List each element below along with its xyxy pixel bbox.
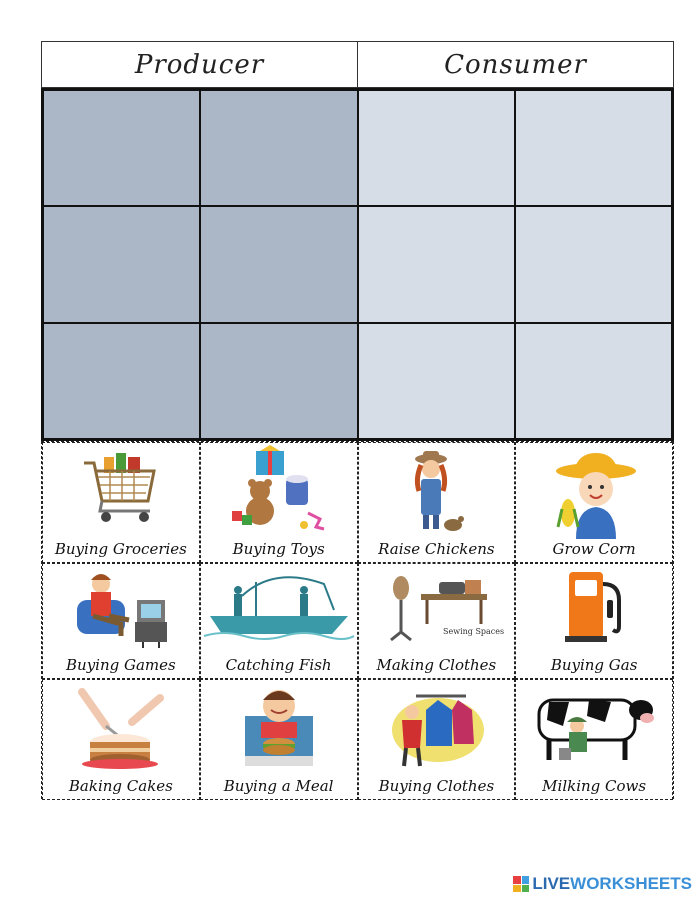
toys-icon — [224, 449, 334, 533]
card-label: Baking Cakes — [68, 777, 173, 795]
farmer-girl-icon — [401, 449, 471, 539]
card-label: Milking Cows — [542, 777, 647, 795]
card-buying-toys[interactable] — [200, 442, 358, 563]
gas-pump-icon — [559, 570, 629, 644]
cow-icon — [529, 686, 659, 770]
card-buying-clothes[interactable] — [358, 679, 516, 800]
producer-drop-zone[interactable] — [200, 206, 357, 322]
consumer-drop-zone[interactable] — [358, 206, 515, 322]
farmer-boy-corn-icon — [548, 449, 640, 539]
drop-grid — [41, 88, 674, 441]
card-label: Buying Gas — [550, 656, 638, 674]
consumer-drop-zone[interactable] — [358, 323, 515, 439]
consumer-header: Consumer — [357, 42, 673, 87]
consumer-drop-zone[interactable] — [515, 90, 672, 206]
sewing-icon — [381, 570, 505, 652]
producer-drop-zone[interactable] — [200, 90, 357, 206]
card-buying-gas[interactable] — [515, 563, 673, 679]
producer-header: Producer — [134, 49, 265, 80]
card-bank — [41, 441, 674, 799]
producer-drop-zone[interactable] — [200, 323, 357, 439]
producer-drop-zone[interactable] — [43, 323, 200, 439]
card-milking-cows[interactable] — [515, 679, 673, 800]
card-label: Buying Games — [66, 656, 176, 674]
consumer-drop-zone[interactable] — [515, 206, 672, 322]
sewing-sign: Sewing Spaces — [443, 627, 505, 636]
card-label: Catching Fish — [225, 656, 332, 674]
card-label: Buying Toys — [232, 540, 325, 558]
card-label: Buying a Meal — [223, 777, 334, 795]
column-header-row — [41, 41, 674, 88]
card-label: Grow Corn — [552, 540, 636, 558]
card-catching-fish[interactable] — [200, 563, 358, 679]
card-label: Raise Chickens — [378, 540, 495, 558]
cake-icon — [76, 686, 166, 772]
producer-drop-zone[interactable] — [43, 206, 200, 322]
card-buying-groceries[interactable] — [42, 442, 200, 563]
fishing-boat-icon — [204, 570, 354, 644]
gamer-icon — [71, 570, 171, 652]
brand-logo-icon — [513, 876, 529, 892]
card-label: Buying Groceries — [54, 540, 187, 558]
meal-icon — [239, 686, 319, 772]
card-label: Making Clothes — [376, 656, 497, 674]
consumer-drop-zone[interactable] — [358, 90, 515, 206]
producer-drop-zone[interactable] — [43, 90, 200, 206]
consumer-drop-zone[interactable] — [515, 323, 672, 439]
card-baking-cakes[interactable] — [42, 679, 200, 800]
brand-text-worksheets: WORKSHEETS — [570, 874, 692, 893]
brand-text-live: LIVE — [532, 874, 571, 893]
card-raise-chickens[interactable] — [358, 442, 516, 563]
card-making-clothes[interactable] — [358, 563, 516, 679]
shopping-cart-icon — [76, 449, 166, 529]
card-grow-corn[interactable] — [515, 442, 673, 563]
card-buying-games[interactable] — [42, 563, 200, 679]
liveworksheets-logo — [513, 874, 692, 894]
card-buying-a-meal[interactable] — [200, 679, 358, 800]
card-label: Buying Clothes — [378, 777, 495, 795]
clothes-shopping-icon — [386, 686, 486, 772]
